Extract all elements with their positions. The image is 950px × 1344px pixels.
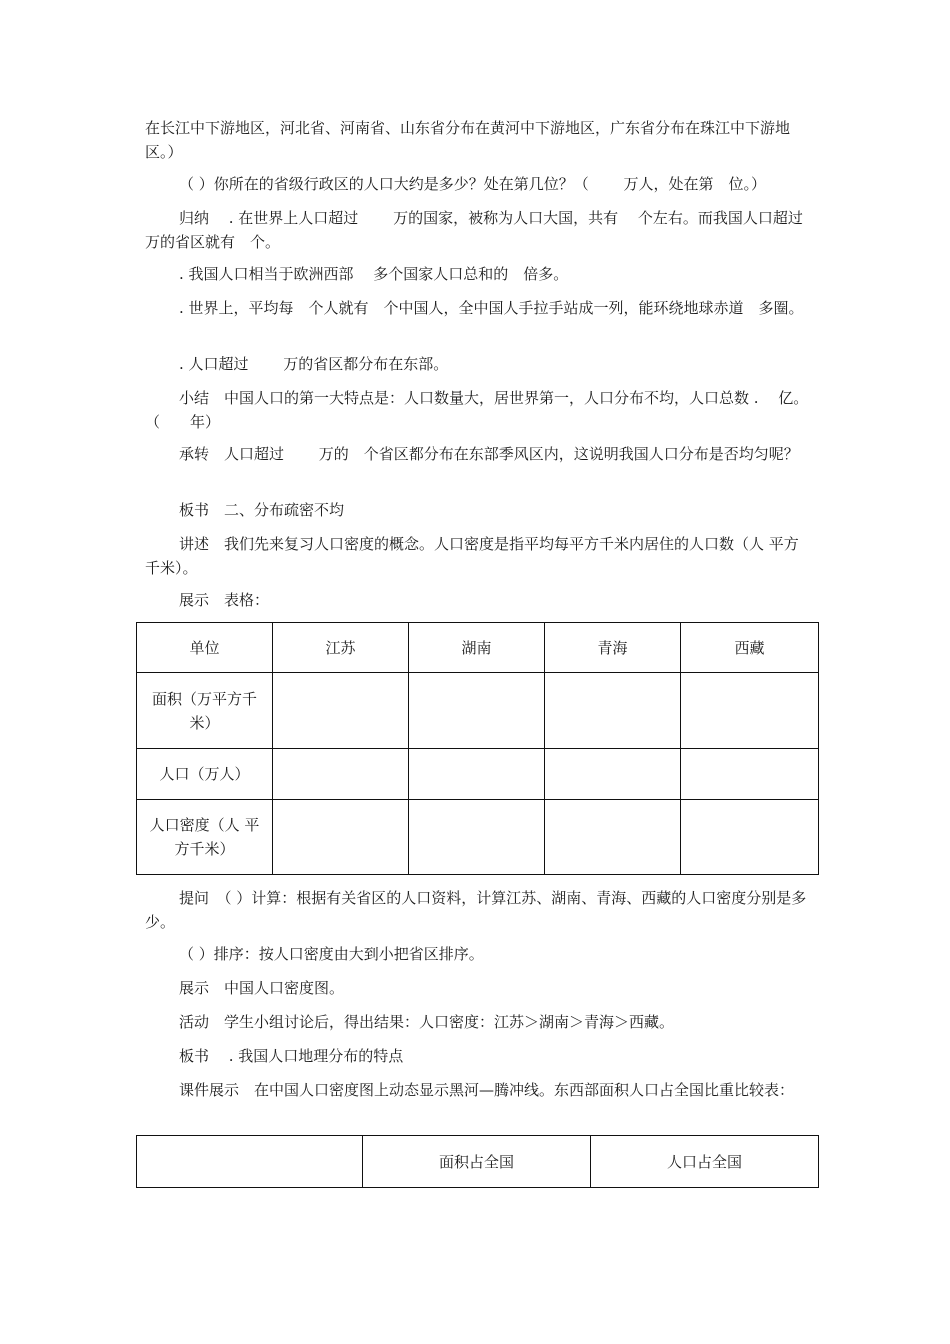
east-west-table (136, 1135, 819, 1188)
density-table (136, 622, 819, 875)
table-cell (409, 673, 545, 749)
paragraph-show-map: 展示 中国人口密度图。 (179, 979, 345, 997)
paragraph-question-province: （ ）你所在的省级行政区的人口大约是多少？处在第几位？（ 万人，处在第 位。） (179, 175, 767, 193)
paragraph-sort: （ ）排序：按人口密度由大到小把省区排序。 (179, 945, 484, 963)
table-cell (681, 749, 819, 800)
table-cell (545, 673, 681, 749)
paragraph-brief-summary: 小结 中国人口的第一大特点是：人口数量大，居世界第一，人口分布不均，人口总数 . 亿。（ 年） (145, 389, 809, 431)
table-cell (409, 749, 545, 800)
table-cell (681, 800, 819, 875)
paragraph-transition: 承转 人口超过 万的 个省区都分布在东部季风区内，这说明我国人口分布是否均匀呢？ (179, 445, 799, 463)
header-cell-xizang: 西藏 (681, 623, 819, 673)
table-cell (681, 673, 819, 749)
table-cell (545, 800, 681, 875)
paragraph-summary-3: . 世界上，平均每 个人就有 个中国人，全中国人手拉手站成一列，能环绕地球赤道 多圈。 (179, 299, 804, 317)
paragraph-summary-4: . 人口超过 万的省区都分布在东部。 (179, 355, 449, 373)
paragraph-activity: 活动 学生小组讨论后，得出结果：人口密度：江苏＞湖南＞青海＞西藏。 (179, 1013, 675, 1031)
row-label-density: 人口密度（人 平方千米） (137, 800, 273, 875)
paragraph-summary-1: 归纳 . 在世界上人口超过 万的国家，被称为人口大国，共有 个左右。而我国人口超过 万的省区就有 个。 (145, 209, 838, 251)
header-cell-qinghai: 青海 (545, 623, 681, 673)
header-cell-jiangsu: 江苏 (273, 623, 409, 673)
table-cell (409, 800, 545, 875)
paragraph-question-calc: 提问 （ ）计算：根据有关省区的人口资料，计算江苏、湖南、青海、西藏的人口密度分别是多少。 (145, 889, 807, 931)
header-cell-hunan: 湖南 (409, 623, 545, 673)
paragraph-show-table: 展示 表格： (179, 591, 270, 609)
paragraph-board-2: 板书 二、分布疏密不均 (179, 501, 345, 519)
density-table-header-row (137, 623, 819, 673)
header-cell-area-share: 面积占全国 (363, 1136, 591, 1188)
paragraph-courseware: 课件展示 在中国人口密度图上动态显示黑河—腾冲线。东西部面积人口占全国比重比较表： (179, 1081, 795, 1099)
row-label-area: 面积（万平方千米） (137, 673, 273, 749)
table-cell (273, 749, 409, 800)
table-row (137, 749, 819, 800)
table-cell (273, 800, 409, 875)
table-cell (545, 749, 681, 800)
table-row (137, 673, 819, 749)
paragraph-board-feature: 板书 . 我国人口地理分布的特点 (179, 1047, 404, 1065)
paragraph-summary-2: . 我国人口相当于欧洲西部 多个国家人口总和的 倍多。 (179, 265, 569, 283)
east-west-table-header-row (137, 1136, 819, 1188)
row-label-population: 人口（万人） (137, 749, 273, 800)
header-cell-unit: 单位 (137, 623, 273, 673)
header-cell-blank (137, 1136, 363, 1188)
table-cell (273, 673, 409, 749)
paragraph-lecture: 讲述 我们先来复习人口密度的概念。人口密度是指平均每平方千米内居住的人口数（人 平方千米）。 (145, 535, 799, 577)
header-cell-population-share: 人口占全国 (591, 1136, 819, 1188)
paragraph-intro-continued: 在长江中下游地区，河北省、河南省、山东省分布在黄河中下游地区，广东省分布在珠江中下游地区。） (145, 119, 791, 161)
table-row (137, 800, 819, 875)
